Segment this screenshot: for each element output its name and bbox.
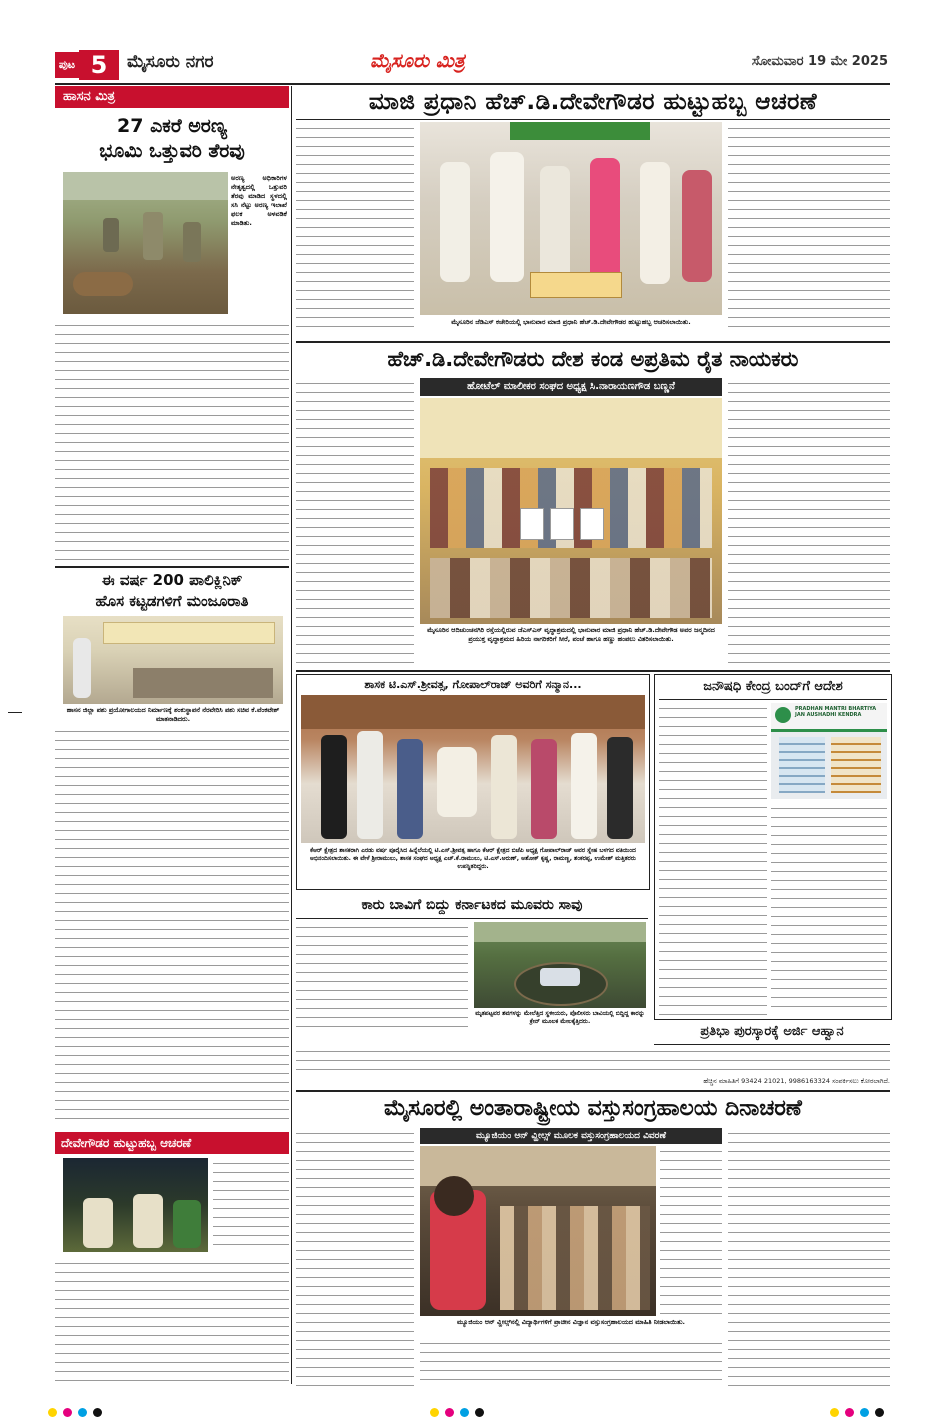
janaushadhi-store-photo — [771, 703, 887, 799]
column-rule — [291, 86, 292, 1384]
farmer-subhead: ಹೋಟೆಲ್ ಮಾಲೀಕರ ಸಂಘದ ಅಧ್ಯಕ್ಷ ಸಿ.ನಾರಾಯಣಗೌಡ ಬಣ್ಣನೆ — [420, 378, 722, 396]
store-sign-text: PRADHAN MANTRI BHARTIYA JAN AUSHADHI KENDRA — [795, 706, 877, 718]
color-registration-left — [48, 1402, 108, 1421]
sidebar-story2-body — [55, 726, 289, 1126]
sidebar-header: ಹಾಸನ ಮಿತ್ರ — [55, 86, 289, 108]
museum-body-right — [728, 1128, 890, 1386]
issue-date: ಸೋಮವಾರ 19 ಮೇ 2025 — [751, 54, 888, 69]
divider — [296, 1090, 890, 1092]
paper-name: ಮೈಸೂರು ಮಿತ್ರ — [370, 50, 465, 72]
section-name: ಮೈಸೂರು ನಗರ — [127, 52, 214, 72]
car-in-well-photo — [474, 922, 646, 1008]
janaushadhi-body-left — [659, 703, 767, 1015]
page-tag: ಪುಟ — [55, 52, 79, 78]
forest-photo-caption: ಅರಣ್ಯ ಅಧಿಕಾರಿಗಳ ನೇತೃತ್ವದಲ್ಲಿ ಒತ್ತುವರಿ ತೆರವು ಮಾಡಿದ ಸ್ಥಳದಲ್ಲಿ ಸಸಿ ನೆಟ್ಟು ಅರಣ್ಯ ಇಲಾಖೆ ಫಲಕ ಅಳವಡಿಕೆ ಮಾಡಿತು. — [231, 174, 287, 227]
museum-lecture-photo — [420, 1146, 656, 1316]
divider — [654, 1044, 890, 1045]
janaushadhi-body-right — [771, 803, 887, 1015]
janaushadhi-headline: ಜನೌಷಧಿ ಕೇಂದ್ರ ಬಂದ್‌ಗೆ ಆದೇಶ — [703, 679, 843, 694]
divider — [296, 670, 890, 672]
masthead — [55, 48, 890, 82]
polyclinic-event-photo — [63, 616, 283, 704]
felicitation-photo-caption: ಕೆಆರ್ ಕ್ಷೇತ್ರದ ಶಾಸಕರಾಗಿ ಎರಡು ವರ್ಷ ಪೂರೈಸಿದ ಹಿನ್ನೆಲೆಯಲ್ಲಿ ಟಿ.ಎಸ್.ಶ್ರೀವತ್ಸ ಹಾಗೂ ಕೆಆರ್ ಕ್ಷೇತ್ರದ ಬಿಜೆಪಿ ಅಧ್ಯಕ್ಷ ಗೋಪಾಲ್‌ರಾಜ್ ಅವರ ಸ್ನೇಹ ಬಳಗದ ವತಿಯಿಂದ ಅಭಿನಂದಿಸಲಾಯಿತು. ಈ ವೇಳೆ ಶ್ರೀರಾಮುಲು, ಶಾಸಕ ಸಂಘದ ಅಧ್ಯಕ್ಷ ಎಚ್.ಕೆ.ರಾಮುಲು, ಟಿ.ಎಸ್.ಅರುಣ್, ಅಶೋಕ್ ಕೃಷ್ಣ, ರಾಮಣ್ಣ, ಶಂಕರಪ್ಪ, ಉಮೇಶ್ ಮತ್ತಿತರರು ಉಪಸ್ಥಿತರಿದ್ದರು. — [310, 847, 636, 870]
lead-photo-caption: ಮೈಸೂರಿನ ಜೆಡಿಎಸ್ ಕಚೇರಿಯಲ್ಲಿ ಭಾನುವಾರ ಮಾಜಿ ಪ್ರಧಾನಿ ಹೆಚ್.ಡಿ.ದೇವೇಗೌಡರ ಹುಟ್ಟುಹಬ್ಬ ಆಚರಿಸಲಾಯಿತು. — [451, 318, 691, 326]
page-number: 5 — [79, 50, 119, 80]
award-contact: ಹೆಚ್ಚಿನ ಮಾಹಿತಿಗೆ 93424 21021, 9986163324 ಸಂಪರ್ಕಿಸಲು ಕೋರಲಾಗಿದೆ. — [703, 1077, 890, 1085]
masthead-rule — [55, 83, 890, 85]
sidebar-story1-title: 27 ಎಕರೆ ಅರಣ್ಯ ಭೂಮಿ ಒತ್ತುವರಿ ತೆರವು — [99, 115, 245, 162]
museum-body-left — [296, 1128, 414, 1386]
museum-photo-caption: ಮ್ಯೂಜಿಯಂ ಆನ್ ವ್ಹೀಲ್ಸ್‌ನಲ್ಲಿ ವಿದ್ಯಾರ್ಥಿಗಳಿಗೆ ಪ್ರಾಚೀನ ವಿಜ್ಞಾನ ವಸ್ತುಸಂಗ್ರಹಾಲಯದ ಮಾಹಿತಿ ನೀಡಲಾಯಿತು. — [457, 1318, 685, 1326]
well-story — [296, 894, 648, 1036]
divider — [296, 918, 648, 919]
lead-headline: ಮಾಜಿ ಪ್ರಧಾನಿ ಹೆಚ್.ಡಿ.ದೇವೇಗೌಡರ ಹುಟ್ಟುಹಬ್ಬ ಆಚರಣೆ — [368, 89, 818, 115]
sidebar-story3-title: ದೇವೇಗೌಡರ ಹುಟ್ಟುಹಬ್ಬ ಆಚರಣೆ — [55, 1132, 289, 1154]
well-photo-caption: ಮೃತಪಟ್ಟವರ ಶವಗಳನ್ನು ಮೇಲೆತ್ತಿದ ಸ್ಥಳೀಯರು, ಪೊಲೀಸರು ಬಾವಿಯಲ್ಲಿ ಬಿದ್ದಿದ್ದ ಕಾರನ್ನು ಕ್ರೇನ್ ಮೂಲಕ ಮೇಲಕ್ಕೆತ್ತಿದರು. — [475, 1010, 645, 1025]
forest-clearance-photo — [63, 172, 228, 314]
award-headline: ಪ್ರತಿಭಾ ಪುರಸ್ಕಾರಕ್ಕೆ ಅರ್ಜಿ ಆಹ್ವಾನ — [700, 1024, 844, 1039]
divider — [296, 119, 890, 120]
lead-body-left — [296, 123, 414, 335]
sidebar — [55, 86, 289, 1386]
sidebar-story3-body — [55, 1258, 289, 1382]
color-registration-right — [830, 1402, 890, 1421]
felicitation-box — [296, 674, 650, 890]
museum-subhead: ಮ್ಯೂಜಿಯಂ ಆನ್ ವ್ಹೀಲ್ಸ್ ಮೂಲಕ ವಸ್ತುಸಂಗ್ರಹಾಲಯದ ವಿವರಣೆ — [420, 1128, 722, 1144]
crop-mark — [8, 712, 22, 713]
divider — [55, 566, 289, 568]
polyclinic-photo-caption: ಹಾಸನ ಜಿಲ್ಲಾ ಪಶು ಪ್ರಯೋಗಾಲಯದ ನಿರ್ಮಾಣಕ್ಕೆ ಶಂಕುಸ್ಥಾಪನೆ ನೆರವೇರಿಸಿ ಪಶು ಸಚಿವ ಕೆ.ವೆಂಕಟೇಶ್ ಮಾತನಾಡಿದರು. — [66, 706, 280, 723]
felicitation-photo — [301, 695, 645, 843]
janaushadhi-box — [654, 674, 892, 1020]
divider — [296, 341, 890, 343]
museum-headline: ಮೈಸೂರಲ್ಲಿ ಅಂತಾರಾಷ್ಟ್ರೀಯ ವಸ್ತುಸಂಗ್ರಹಾಲಯ ದಿನಾಚರಣೆ — [384, 1096, 802, 1121]
felicitation-headline: ಶಾಸಕ ಟಿ.ಎಸ್.ಶ್ರೀವತ್ಸ, ಗೋಪಾಲ್‌ರಾಜ್ ಅವರಿಗೆ ಸನ್ಮಾನ... — [364, 678, 582, 691]
farmer-body-left — [296, 378, 414, 666]
sidebar-story2-title: ಈ ವರ್ಷ 200 ಪಾಲಿಕ್ಲಿನಿಕ್ ಹೊಸ ಕಟ್ಟಡಗಳಿಗೆ ಮಂಜೂರಾತಿ — [95, 571, 249, 610]
well-headline: ಕಾರು ಬಾವಿಗೆ ಬಿದ್ದು ಕರ್ನಾಟಕದ ಮೂವರು ಸಾವು — [361, 897, 583, 913]
oldage-home-photo — [420, 398, 722, 624]
lead-cake-cutting-photo — [420, 122, 722, 315]
divider — [659, 699, 887, 700]
sidebar-story3-intro — [213, 1158, 289, 1252]
award-body — [296, 1046, 890, 1076]
museum-body-bottom — [420, 1338, 722, 1386]
birthday-celebration-photo — [63, 1158, 208, 1252]
farmer-body-right — [728, 378, 890, 666]
sidebar-story1-body — [55, 320, 289, 560]
oldage-photo-caption: ಮೈಸೂರಿನ ಆದಿಚುಂಚನಗಿರಿ ರಸ್ತೆಯಲ್ಲಿರುವ ಜೆಎಸ್ಎಸ್ ವೃದ್ಧಾಶ್ರಮದಲ್ಲಿ ಭಾನುವಾರ ಮಾಜಿ ಪ್ರಧಾನಿ ಹೆಚ್.ಡಿ.ದೇವೇಗೌಡ ಅವರ ಜನ್ಮದಿನದ ಪ್ರಯುಕ್ತ ವೃದ್ಧಾಶ್ರಮದ ಹಿರಿಯ ನಾಗರಿಕರಿಗೆ ಸೀರೆ, ಪಂಚೆ ಹಾಗೂ ಹಣ್ಣು ಹಂಪಲು ವಿತರಿಸಲಾಯಿತು. — [427, 626, 715, 643]
lead-body-right — [728, 123, 890, 335]
well-body — [296, 922, 468, 1034]
farmer-headline: ಹೆಚ್.ಡಿ.ದೇವೇಗೌಡರು ದೇಶ ಕಂಡ ಅಪ್ರತಿಮ ರೈತ ನಾಯಕರು — [387, 347, 799, 371]
museum-body-mid — [660, 1146, 722, 1316]
color-registration-center — [430, 1402, 490, 1421]
